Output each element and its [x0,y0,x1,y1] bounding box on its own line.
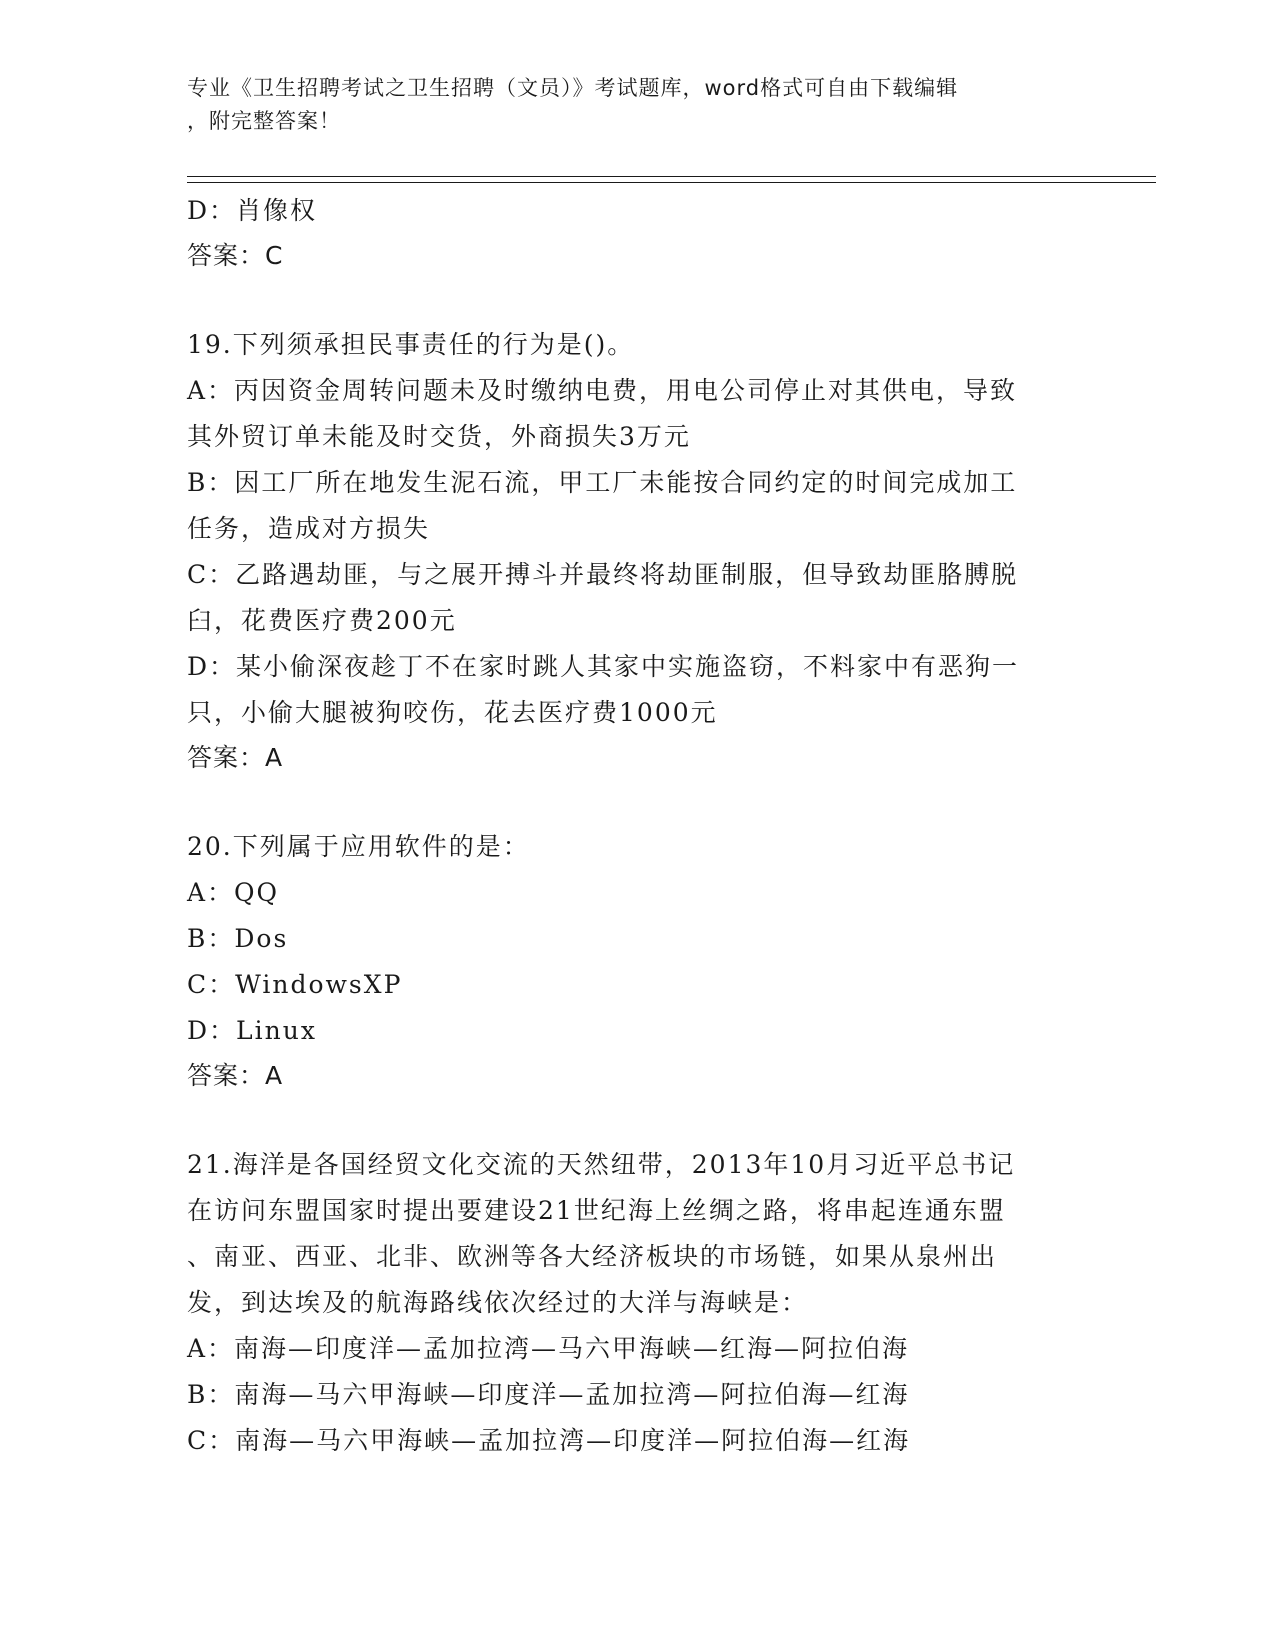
option-b-line-1: B：因工厂所在地发生泥石流，甲工厂未能按合同约定的时间完成加工 [187,468,1018,497]
question-21 [187,1142,1087,1464]
question-stem-line-1: 21.海洋是各国经贸文化交流的天然纽带，2013年10月习近平总书记 [187,1150,1016,1179]
option-c-line-2: 臼，花费医疗费200元 [187,606,457,635]
option-b: B：南海—马六甲海峡—印度洋—孟加拉湾—阿拉伯海—红海 [187,1380,910,1409]
header-divider-top [187,176,1156,177]
option-a-line-2: 其外贸订单未能及时交货，外商损失3万元 [187,422,691,451]
option-b: B：Dos [187,924,289,953]
question-stem-line-2: 在访问东盟国家时提出要建设21世纪海上丝绸之路，将串起连通东盟 [187,1196,1006,1225]
answer-label: 答案：A [187,1061,284,1090]
question-19 [187,322,1087,780]
question-18-tail [187,188,1087,278]
option-b-line-2: 任务，造成对方损失 [187,514,431,543]
answer-label: 答案：C [187,241,284,270]
option-d: D：Linux [187,1016,317,1045]
option-d-line-2: 只，小偷大腿被狗咬伤，花去医疗费1000元 [187,698,718,727]
option-c-line-1: C：乙路遇劫匪，与之展开搏斗并最终将劫匪制服，但导致劫匪胳膊脱 [187,560,1019,589]
option-a: A：QQ [187,878,280,907]
option-a-line-1: A：丙因资金周转问题未及时缴纳电费，用电公司停止对其供电，导致 [187,376,1018,405]
header-divider-bottom [187,182,1156,183]
question-stem-line-3: 、南亚、西亚、北非、欧洲等各大经济板块的市场链，如果从泉州出 [187,1242,998,1271]
answer-label: 答案：A [187,743,284,772]
document-header [187,72,1067,138]
option-c: C：南海—马六甲海峡—孟加拉湾—印度洋—阿拉伯海—红海 [187,1426,911,1455]
question-stem-line-4: 发，到达埃及的航海路线依次经过的大洋与海峡是： [187,1288,809,1317]
option-d-line-1: D：某小偷深夜趁丁不在家时跳人其家中实施盗窃，不料家中有恶狗一 [187,652,1020,681]
option-d: D：肖像权 [187,196,318,225]
question-stem: 20.下列属于应用软件的是： [187,832,530,861]
header-line-1: 专业《卫生招聘考试之卫生招聘（文员）》考试题库，word格式可自由下载编辑 [187,76,959,100]
question-content [187,188,1087,1464]
option-c: C：WindowsXP [187,970,403,999]
header-line-2: ，附完整答案！ [187,109,341,133]
question-20 [187,824,1087,1098]
question-stem: 19.下列须承担民事责任的行为是()。 [187,330,635,359]
option-a: A：南海—印度洋—孟加拉湾—马六甲海峡—红海—阿拉伯海 [187,1334,910,1363]
